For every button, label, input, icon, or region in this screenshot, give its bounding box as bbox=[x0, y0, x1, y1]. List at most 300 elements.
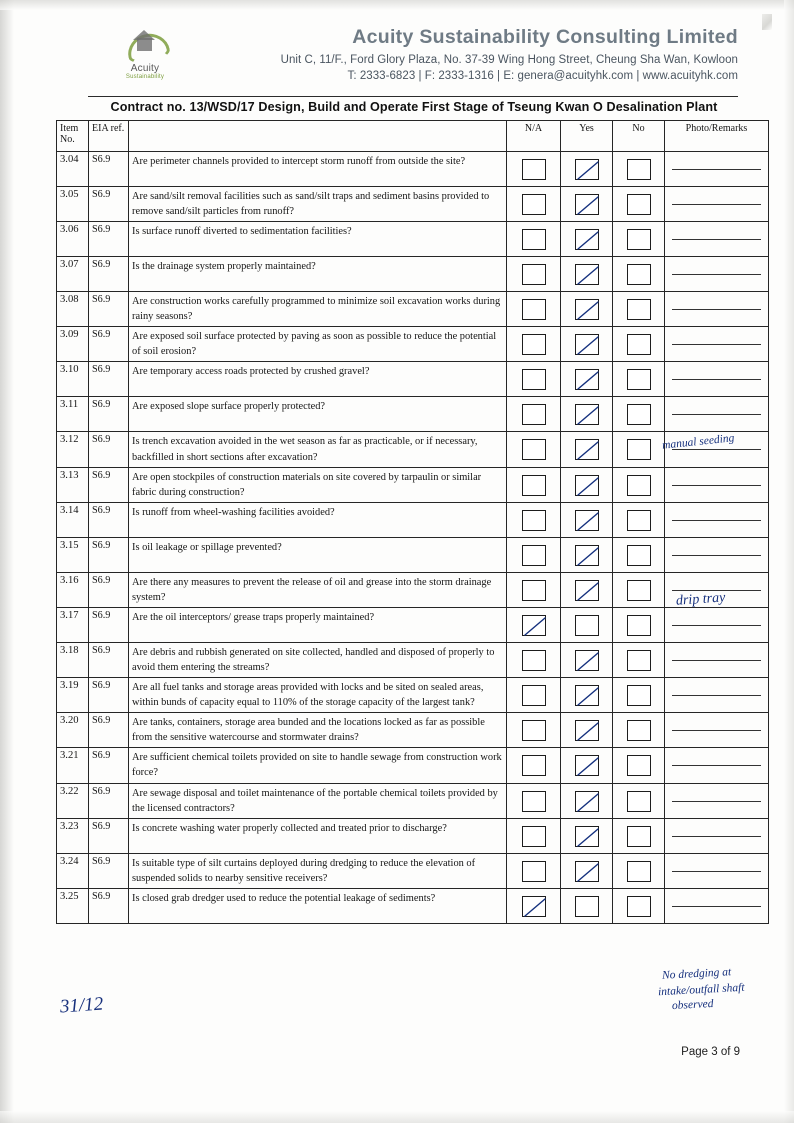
checkbox-yes[interactable] bbox=[575, 404, 599, 425]
table-row bbox=[57, 327, 769, 362]
acuity-logo-icon bbox=[123, 28, 167, 62]
row-item-no: 3.10 bbox=[57, 362, 89, 397]
row-item-no: 3.04 bbox=[57, 152, 89, 187]
tick-mark bbox=[576, 160, 598, 179]
checkbox-no[interactable] bbox=[627, 545, 651, 566]
row-remark[interactable] bbox=[665, 783, 769, 818]
checkbox-cell-yes[interactable] bbox=[561, 748, 613, 783]
checkbox-yes[interactable] bbox=[575, 650, 599, 671]
checkbox-cell-no[interactable] bbox=[613, 537, 665, 572]
checkbox-cell-yes[interactable] bbox=[561, 783, 613, 818]
col-item-label: Item bbox=[60, 123, 79, 134]
table-row bbox=[57, 292, 769, 327]
row-eia-ref: S6.9 bbox=[89, 853, 129, 888]
checkbox-cell-na[interactable] bbox=[507, 642, 561, 677]
row-item-no: 3.18 bbox=[57, 642, 89, 677]
checkbox-cell-yes[interactable] bbox=[561, 362, 613, 397]
checkbox-no[interactable] bbox=[627, 826, 651, 847]
checkbox-no[interactable] bbox=[627, 580, 651, 601]
tick-mark bbox=[576, 756, 598, 775]
checkbox-cell-na[interactable] bbox=[507, 853, 561, 888]
checkbox-cell-no[interactable] bbox=[613, 397, 665, 432]
checkbox-no[interactable] bbox=[627, 896, 651, 917]
checkbox-cell-yes[interactable] bbox=[561, 607, 613, 642]
row-remark[interactable] bbox=[665, 713, 769, 748]
row-item-no: 3.07 bbox=[57, 257, 89, 292]
handwritten-remark-3-25-line2: intake/outfall shaft bbox=[657, 981, 745, 999]
checkbox-cell-no[interactable] bbox=[613, 888, 665, 923]
row-question: Are the oil interceptors/ grease traps properly maintained? bbox=[129, 607, 507, 642]
checkbox-no[interactable] bbox=[627, 791, 651, 812]
checkbox-cell-yes[interactable] bbox=[561, 432, 613, 467]
checkbox-cell-yes[interactable] bbox=[561, 853, 613, 888]
checkbox-no[interactable] bbox=[627, 475, 651, 496]
checkbox-yes[interactable] bbox=[575, 615, 599, 636]
checkbox-yes[interactable] bbox=[575, 264, 599, 285]
checkbox-yes[interactable] bbox=[575, 861, 599, 882]
logo-wordmark: Acuity bbox=[130, 63, 160, 74]
checkbox-cell-yes[interactable] bbox=[561, 222, 613, 257]
tick-mark bbox=[576, 195, 598, 214]
remark-underline bbox=[672, 870, 761, 872]
checkbox-cell-yes[interactable] bbox=[561, 327, 613, 362]
row-eia-ref: S6.9 bbox=[89, 678, 129, 713]
row-question: Is trench excavation avoided in the wet season as far as practicable, or if necessary, backfilled in short sections after excavation? bbox=[129, 432, 507, 467]
checkbox-cell-na[interactable] bbox=[507, 362, 561, 397]
row-eia-ref: S6.9 bbox=[89, 818, 129, 853]
tick-mark bbox=[576, 581, 598, 600]
row-eia-ref: S6.9 bbox=[89, 187, 129, 222]
checkbox-cell-no[interactable] bbox=[613, 467, 665, 502]
checkbox-cell-no[interactable] bbox=[613, 292, 665, 327]
checkbox-na[interactable] bbox=[522, 791, 546, 812]
checkbox-cell-yes[interactable] bbox=[561, 888, 613, 923]
checkbox-cell-na[interactable] bbox=[507, 818, 561, 853]
tick-mark bbox=[576, 230, 598, 249]
tick-mark bbox=[576, 511, 598, 530]
table-header-row bbox=[57, 121, 769, 152]
row-remark[interactable] bbox=[665, 818, 769, 853]
row-eia-ref: S6.9 bbox=[89, 502, 129, 537]
row-question: Are perimeter channels provided to intercept storm runoff from outside the site? bbox=[129, 152, 507, 187]
row-remark[interactable] bbox=[665, 678, 769, 713]
row-eia-ref: S6.9 bbox=[89, 362, 129, 397]
table-row bbox=[57, 607, 769, 642]
checkbox-na[interactable] bbox=[522, 826, 546, 847]
remark-underline bbox=[672, 554, 761, 556]
remark-underline bbox=[672, 835, 761, 837]
checkbox-yes[interactable] bbox=[575, 229, 599, 250]
checkbox-no[interactable] bbox=[627, 299, 651, 320]
checkbox-cell-no[interactable] bbox=[613, 853, 665, 888]
checkbox-cell-no[interactable] bbox=[613, 607, 665, 642]
checkbox-cell-yes[interactable] bbox=[561, 678, 613, 713]
handwritten-remark-3-25-line1: No dredging at bbox=[661, 966, 732, 982]
row-item-no: 3.23 bbox=[57, 818, 89, 853]
checkbox-no[interactable] bbox=[627, 755, 651, 776]
col-na: N/A bbox=[507, 121, 561, 152]
checkbox-cell-yes[interactable] bbox=[561, 152, 613, 187]
row-question: Is surface runoff diverted to sedimentation facilities? bbox=[129, 222, 507, 257]
col-remarks: Photo/Remarks bbox=[665, 121, 769, 152]
remark-underline bbox=[672, 203, 761, 205]
table-row bbox=[57, 678, 769, 713]
row-question: Is the drainage system properly maintained? bbox=[129, 257, 507, 292]
row-item-no: 3.19 bbox=[57, 678, 89, 713]
checkbox-no[interactable] bbox=[627, 159, 651, 180]
checkbox-no[interactable] bbox=[627, 720, 651, 741]
checkbox-yes[interactable] bbox=[575, 299, 599, 320]
checkbox-cell-yes[interactable] bbox=[561, 502, 613, 537]
row-remark[interactable] bbox=[665, 888, 769, 923]
checkbox-no[interactable] bbox=[627, 510, 651, 531]
checkbox-cell-no[interactable] bbox=[613, 222, 665, 257]
row-question: Are tanks, containers, storage area bunded and the locations locked as far as possible from the sensitive watercourse and stormwater drains? bbox=[129, 713, 507, 748]
checkbox-na[interactable] bbox=[522, 580, 546, 601]
tick-mark bbox=[576, 651, 598, 670]
logo-tagline: Sustainability bbox=[125, 74, 165, 80]
checkbox-cell-no[interactable] bbox=[613, 678, 665, 713]
row-remark[interactable] bbox=[665, 257, 769, 292]
checkbox-cell-no[interactable] bbox=[613, 362, 665, 397]
row-item-no: 3.21 bbox=[57, 748, 89, 783]
row-eia-ref: S6.9 bbox=[89, 888, 129, 923]
row-item-no: 3.09 bbox=[57, 327, 89, 362]
checkbox-cell-yes[interactable] bbox=[561, 257, 613, 292]
checkbox-cell-na[interactable] bbox=[507, 572, 561, 607]
row-remark[interactable] bbox=[665, 292, 769, 327]
checkbox-cell-na[interactable] bbox=[507, 152, 561, 187]
checkbox-no[interactable] bbox=[627, 264, 651, 285]
checkbox-cell-na[interactable] bbox=[507, 187, 561, 222]
checkbox-cell-na[interactable] bbox=[507, 502, 561, 537]
checkbox-cell-yes[interactable] bbox=[561, 642, 613, 677]
row-question: Are exposed slope surface properly protected? bbox=[129, 397, 507, 432]
document-header bbox=[98, 26, 738, 92]
table-row bbox=[57, 572, 769, 607]
checkbox-na[interactable] bbox=[522, 615, 546, 636]
checkbox-yes[interactable] bbox=[575, 159, 599, 180]
checkbox-no[interactable] bbox=[627, 369, 651, 390]
row-item-no: 3.22 bbox=[57, 783, 89, 818]
checkbox-na[interactable] bbox=[522, 369, 546, 390]
checkbox-cell-no[interactable] bbox=[613, 713, 665, 748]
tick-mark bbox=[576, 721, 598, 740]
checkbox-na[interactable] bbox=[522, 720, 546, 741]
row-remark[interactable] bbox=[665, 642, 769, 677]
table-row bbox=[57, 818, 769, 853]
remark-underline bbox=[672, 624, 761, 626]
row-question: Are open stockpiles of construction materials on site covered by tarpaulin or similar fabric during construction? bbox=[129, 467, 507, 502]
checkbox-cell-na[interactable] bbox=[507, 678, 561, 713]
checkbox-cell-na[interactable] bbox=[507, 467, 561, 502]
checkbox-cell-na[interactable] bbox=[507, 888, 561, 923]
row-eia-ref: S6.9 bbox=[89, 292, 129, 327]
checkbox-cell-na[interactable] bbox=[507, 748, 561, 783]
row-remark[interactable] bbox=[665, 467, 769, 502]
checkbox-na[interactable] bbox=[522, 545, 546, 566]
checkbox-yes[interactable] bbox=[575, 791, 599, 812]
row-eia-ref: S6.9 bbox=[89, 467, 129, 502]
scan-edge-bottom bbox=[0, 1111, 794, 1123]
checkbox-na[interactable] bbox=[522, 439, 546, 460]
checkbox-cell-na[interactable] bbox=[507, 292, 561, 327]
checkbox-na[interactable] bbox=[522, 159, 546, 180]
tick-mark bbox=[576, 335, 598, 354]
checkbox-yes[interactable] bbox=[575, 194, 599, 215]
checkbox-no[interactable] bbox=[627, 615, 651, 636]
table-row bbox=[57, 362, 769, 397]
checkbox-cell-no[interactable] bbox=[613, 748, 665, 783]
row-item-no: 3.11 bbox=[57, 397, 89, 432]
row-question: Are debris and rubbish generated on site collected, handled and disposed of properly to avoid them entering the streams? bbox=[129, 642, 507, 677]
checkbox-na[interactable] bbox=[522, 194, 546, 215]
row-item-no: 3.14 bbox=[57, 502, 89, 537]
row-item-no: 3.05 bbox=[57, 187, 89, 222]
checkbox-yes[interactable] bbox=[575, 545, 599, 566]
row-question: Are construction works carefully programmed to minimize soil excavation works during rainy seasons? bbox=[129, 292, 507, 327]
handwritten-remark-3-11: manual seeding bbox=[661, 432, 735, 452]
row-question: Are temporary access roads protected by crushed gravel? bbox=[129, 362, 507, 397]
company-contact: T: 2333-6823 | F: 2333-1316 | E: genera@acuityhk.com | www.acuityhk.com bbox=[347, 70, 738, 82]
checkbox-na[interactable] bbox=[522, 404, 546, 425]
company-block bbox=[194, 26, 738, 82]
checkbox-na[interactable] bbox=[522, 861, 546, 882]
remark-underline bbox=[672, 519, 761, 521]
checkbox-cell-na[interactable] bbox=[507, 257, 561, 292]
table-row bbox=[57, 888, 769, 923]
tick-mark bbox=[576, 370, 598, 389]
checkbox-cell-no[interactable] bbox=[613, 187, 665, 222]
row-item-no: 3.25 bbox=[57, 888, 89, 923]
row-eia-ref: S6.9 bbox=[89, 222, 129, 257]
checkbox-cell-yes[interactable] bbox=[561, 467, 613, 502]
row-item-no: 3.17 bbox=[57, 607, 89, 642]
table-row bbox=[57, 783, 769, 818]
row-remark[interactable] bbox=[665, 187, 769, 222]
checkbox-no[interactable] bbox=[627, 861, 651, 882]
remark-underline bbox=[672, 273, 761, 275]
checkbox-no[interactable] bbox=[627, 194, 651, 215]
row-remark[interactable] bbox=[665, 327, 769, 362]
checkbox-yes[interactable] bbox=[575, 334, 599, 355]
checkbox-na[interactable] bbox=[522, 334, 546, 355]
checkbox-cell-yes[interactable] bbox=[561, 537, 613, 572]
tick-mark bbox=[576, 405, 598, 424]
checkbox-yes[interactable] bbox=[575, 826, 599, 847]
checkbox-cell-yes[interactable] bbox=[561, 818, 613, 853]
row-question: Is concrete washing water properly collected and treated prior to discharge? bbox=[129, 818, 507, 853]
checkbox-na[interactable] bbox=[522, 264, 546, 285]
company-address: Unit C, 11/F., Ford Glory Plaza, No. 37-39 Wing Hong Street, Cheung Sha Wan, Kowloon bbox=[280, 54, 738, 66]
scan-edge-left bbox=[0, 0, 14, 1123]
tick-mark bbox=[576, 827, 598, 846]
checkbox-cell-no[interactable] bbox=[613, 572, 665, 607]
table-row bbox=[57, 257, 769, 292]
row-eia-ref: S6.9 bbox=[89, 152, 129, 187]
checkbox-na[interactable] bbox=[522, 896, 546, 917]
tick-mark bbox=[576, 862, 598, 881]
col-item-sub: No. bbox=[60, 134, 75, 145]
row-eia-ref: S6.9 bbox=[89, 537, 129, 572]
remark-underline bbox=[672, 238, 761, 240]
header-divider bbox=[88, 96, 738, 97]
checkbox-cell-na[interactable] bbox=[507, 713, 561, 748]
row-remark[interactable] bbox=[665, 152, 769, 187]
row-item-no: 3.06 bbox=[57, 222, 89, 257]
row-eia-ref: S6.9 bbox=[89, 327, 129, 362]
checkbox-na[interactable] bbox=[522, 299, 546, 320]
checkbox-yes[interactable] bbox=[575, 580, 599, 601]
checkbox-cell-yes[interactable] bbox=[561, 397, 613, 432]
table-row bbox=[57, 502, 769, 537]
checkbox-na[interactable] bbox=[522, 229, 546, 250]
row-item-no: 3.15 bbox=[57, 537, 89, 572]
row-remark[interactable] bbox=[665, 397, 769, 432]
checkbox-yes[interactable] bbox=[575, 510, 599, 531]
row-remark[interactable] bbox=[665, 748, 769, 783]
company-name: Acuity Sustainability Consulting Limited bbox=[352, 26, 738, 48]
row-remark[interactable] bbox=[665, 362, 769, 397]
row-item-no: 3.24 bbox=[57, 853, 89, 888]
checkbox-cell-na[interactable] bbox=[507, 432, 561, 467]
checkbox-yes[interactable] bbox=[575, 439, 599, 460]
tick-mark bbox=[523, 897, 545, 916]
checkbox-no[interactable] bbox=[627, 685, 651, 706]
checkbox-yes[interactable] bbox=[575, 685, 599, 706]
tick-mark bbox=[576, 300, 598, 319]
checkbox-na[interactable] bbox=[522, 510, 546, 531]
checkbox-cell-yes[interactable] bbox=[561, 187, 613, 222]
row-question: Are all fuel tanks and storage areas provided with locks and be sited on sealed areas, within bunds of capacity equal to 110% of the storage capacity of the largest tank? bbox=[129, 678, 507, 713]
checkbox-yes[interactable] bbox=[575, 720, 599, 741]
row-item-no: 3.20 bbox=[57, 713, 89, 748]
checkbox-cell-na[interactable] bbox=[507, 783, 561, 818]
checkbox-yes[interactable] bbox=[575, 755, 599, 776]
checkbox-no[interactable] bbox=[627, 334, 651, 355]
row-eia-ref: S6.9 bbox=[89, 607, 129, 642]
remark-underline bbox=[672, 308, 761, 310]
checklist-table bbox=[56, 120, 769, 924]
tick-mark bbox=[576, 440, 598, 459]
row-item-no: 3.12 bbox=[57, 432, 89, 467]
row-eia-ref: S6.9 bbox=[89, 257, 129, 292]
row-eia-ref: S6.9 bbox=[89, 642, 129, 677]
row-eia-ref: S6.9 bbox=[89, 713, 129, 748]
remark-underline bbox=[672, 168, 761, 170]
checkbox-cell-no[interactable] bbox=[613, 327, 665, 362]
row-eia-ref: S6.9 bbox=[89, 432, 129, 467]
row-eia-ref: S6.9 bbox=[89, 783, 129, 818]
checkbox-cell-na[interactable] bbox=[507, 397, 561, 432]
checkbox-na[interactable] bbox=[522, 475, 546, 496]
row-question: Are sewage disposal and toilet maintenance of the portable chemical toilets provided by the licensed contractors? bbox=[129, 783, 507, 818]
checkbox-cell-na[interactable] bbox=[507, 537, 561, 572]
checkbox-cell-na[interactable] bbox=[507, 327, 561, 362]
checkbox-cell-no[interactable] bbox=[613, 818, 665, 853]
checkbox-cell-yes[interactable] bbox=[561, 572, 613, 607]
table-row bbox=[57, 748, 769, 783]
table-row bbox=[57, 187, 769, 222]
row-item-no: 3.13 bbox=[57, 467, 89, 502]
remark-underline bbox=[672, 694, 761, 696]
tick-mark bbox=[576, 546, 598, 565]
checkbox-cell-no[interactable] bbox=[613, 502, 665, 537]
checkbox-cell-na[interactable] bbox=[507, 607, 561, 642]
tick-mark bbox=[576, 792, 598, 811]
checkbox-yes[interactable] bbox=[575, 896, 599, 917]
remark-underline bbox=[672, 413, 761, 415]
checkbox-cell-yes[interactable] bbox=[561, 292, 613, 327]
row-remark[interactable] bbox=[665, 537, 769, 572]
table-row bbox=[57, 467, 769, 502]
checkbox-cell-no[interactable] bbox=[613, 152, 665, 187]
table-row bbox=[57, 853, 769, 888]
checkbox-na[interactable] bbox=[522, 685, 546, 706]
row-eia-ref: S6.9 bbox=[89, 572, 129, 607]
row-remark[interactable] bbox=[665, 502, 769, 537]
row-question: Is oil leakage or spillage prevented? bbox=[129, 537, 507, 572]
remark-underline bbox=[672, 764, 761, 766]
row-question: Is suitable type of silt curtains deployed during dredging to reduce the elevation of suspended solids to nearby sensitive receivers? bbox=[129, 853, 507, 888]
checkbox-cell-no[interactable] bbox=[613, 257, 665, 292]
row-eia-ref: S6.9 bbox=[89, 748, 129, 783]
checkbox-na[interactable] bbox=[522, 755, 546, 776]
row-item-no: 3.16 bbox=[57, 572, 89, 607]
checkbox-no[interactable] bbox=[627, 439, 651, 460]
remark-underline bbox=[672, 905, 761, 907]
row-question: Are exposed soil surface protected by paving as soon as possible to reduce the potential of soil erosion? bbox=[129, 327, 507, 362]
checkbox-na[interactable] bbox=[522, 650, 546, 671]
row-remark[interactable] bbox=[665, 853, 769, 888]
checkbox-no[interactable] bbox=[627, 650, 651, 671]
table-row bbox=[57, 222, 769, 257]
page-number: Page 3 of 9 bbox=[681, 1046, 740, 1058]
tick-mark bbox=[576, 265, 598, 284]
row-remark[interactable] bbox=[665, 607, 769, 642]
checkbox-cell-yes[interactable] bbox=[561, 713, 613, 748]
table-row bbox=[57, 537, 769, 572]
table-row bbox=[57, 397, 769, 432]
col-question bbox=[129, 121, 507, 152]
remark-underline bbox=[672, 343, 761, 345]
row-question: Are sufficient chemical toilets provided on site to handle sewage from construction work force? bbox=[129, 748, 507, 783]
row-question: Are there any measures to prevent the release of oil and grease into the storm drainage system? bbox=[129, 572, 507, 607]
handwritten-date: 31/12 bbox=[59, 993, 104, 1018]
row-item-no: 3.08 bbox=[57, 292, 89, 327]
checkbox-no[interactable] bbox=[627, 229, 651, 250]
row-remark[interactable] bbox=[665, 222, 769, 257]
table-row bbox=[57, 152, 769, 187]
remark-underline bbox=[672, 378, 761, 380]
handwritten-remark-3-15: drip tray bbox=[675, 590, 726, 609]
row-question: Is closed grab dredger used to reduce the potential leakage of sediments? bbox=[129, 888, 507, 923]
checkbox-yes[interactable] bbox=[575, 475, 599, 496]
checkbox-no[interactable] bbox=[627, 404, 651, 425]
checkbox-cell-no[interactable] bbox=[613, 783, 665, 818]
checkbox-yes[interactable] bbox=[575, 369, 599, 390]
remark-underline bbox=[672, 800, 761, 802]
remark-underline bbox=[672, 729, 761, 731]
checkbox-cell-no[interactable] bbox=[613, 642, 665, 677]
checkbox-cell-na[interactable] bbox=[507, 222, 561, 257]
checkbox-cell-no[interactable] bbox=[613, 432, 665, 467]
row-eia-ref: S6.9 bbox=[89, 397, 129, 432]
col-eia: EIA ref. bbox=[89, 121, 129, 152]
scan-edge-right bbox=[784, 0, 794, 1123]
tick-mark bbox=[576, 686, 598, 705]
table-row bbox=[57, 642, 769, 677]
